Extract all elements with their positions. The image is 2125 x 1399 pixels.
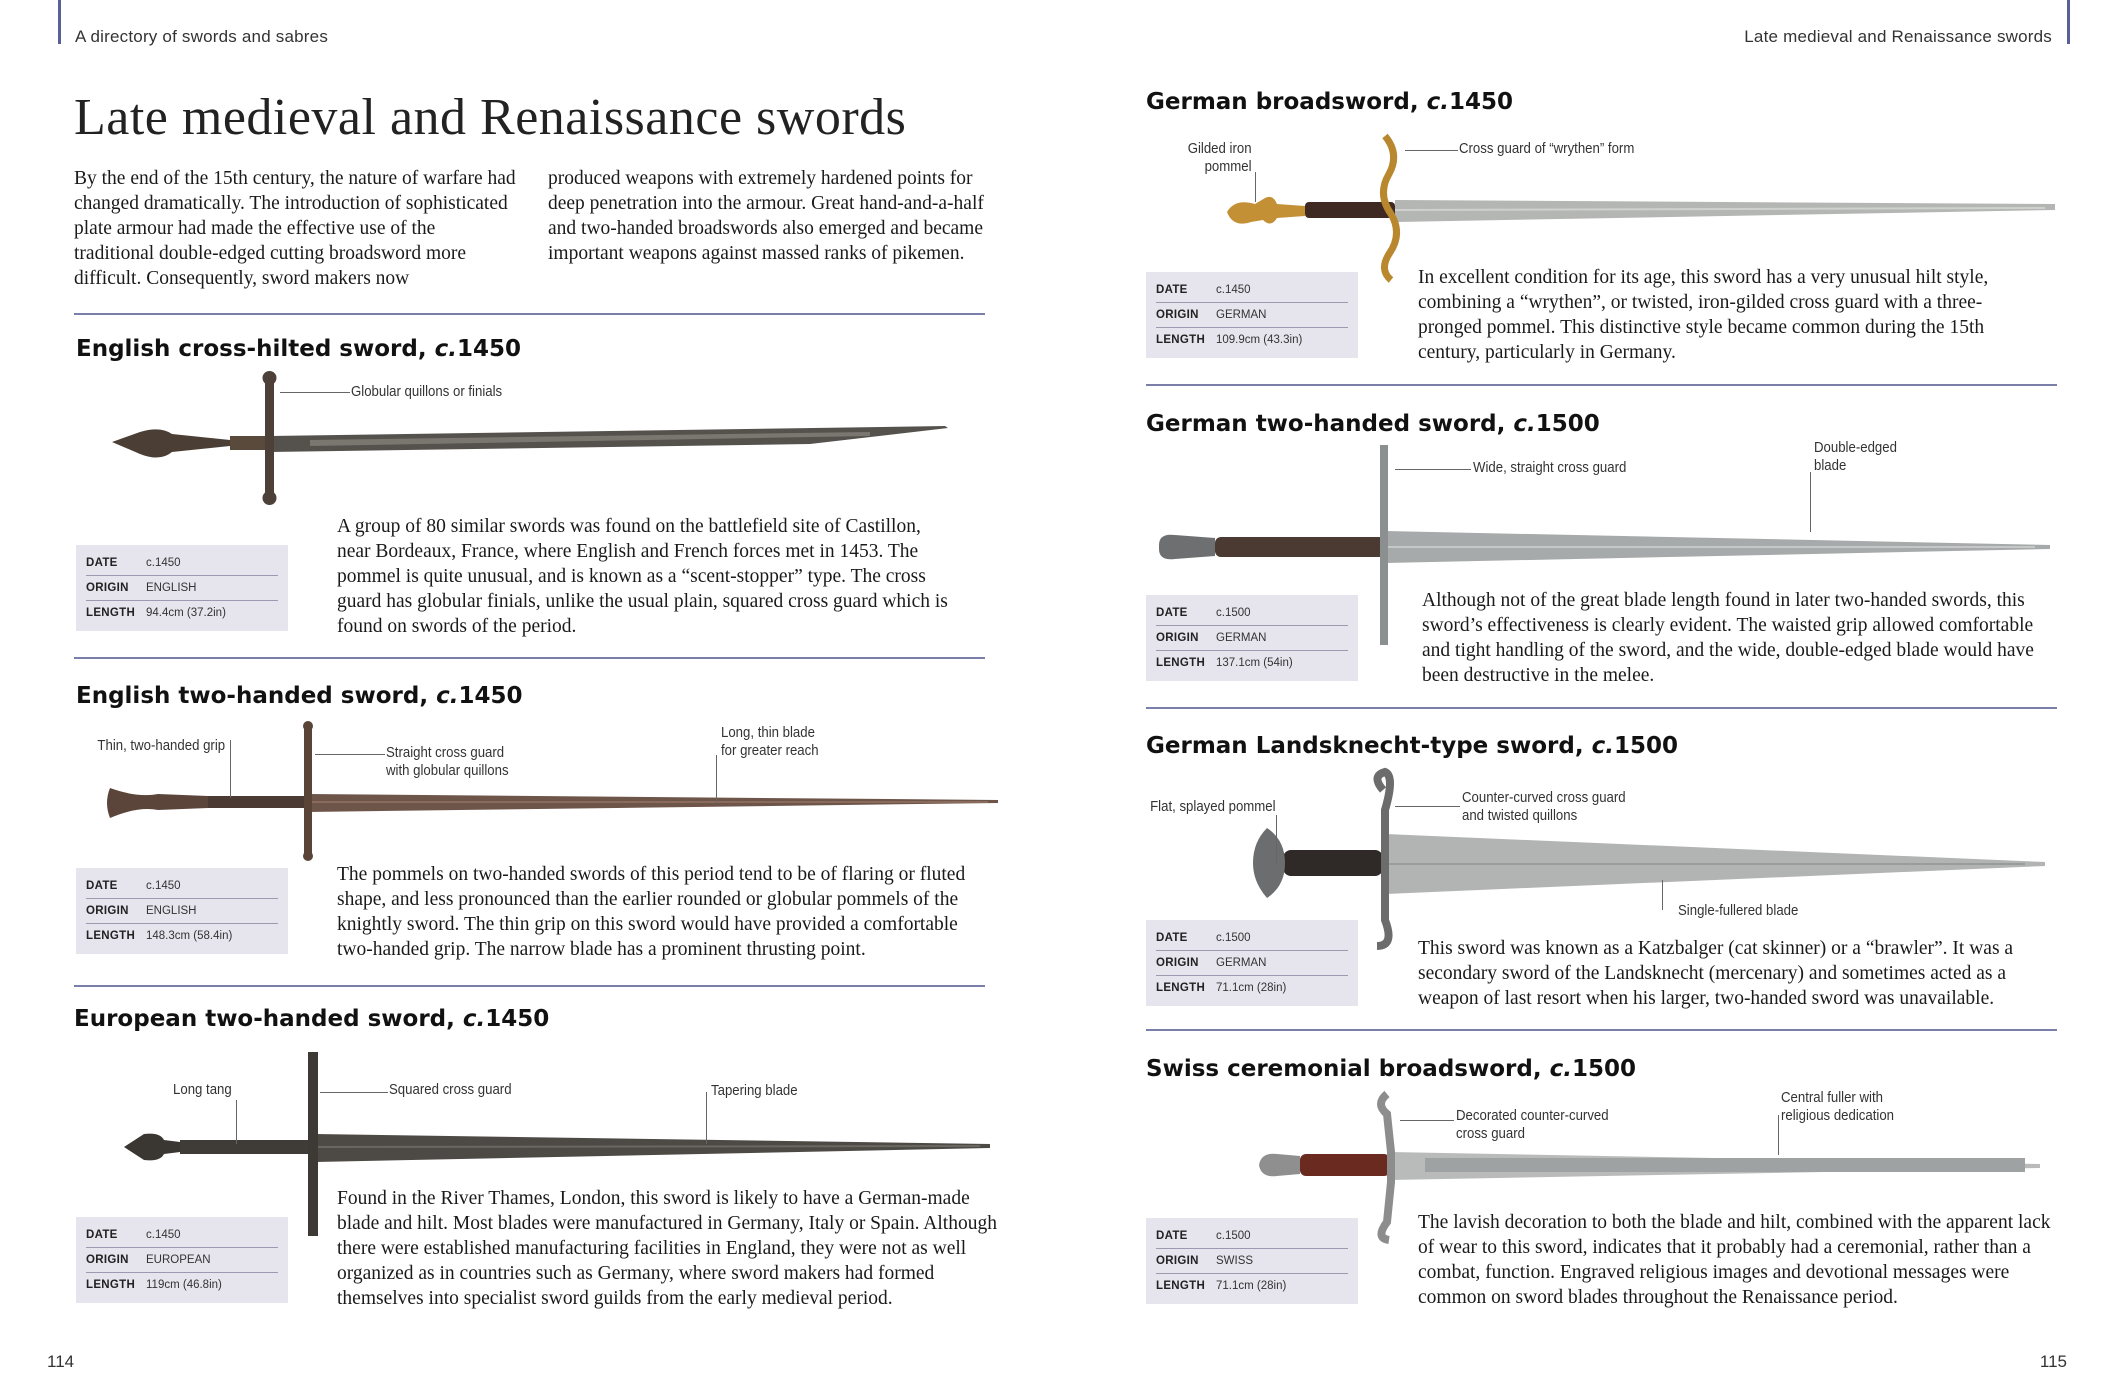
section-rule (1146, 707, 2057, 709)
section-title-german-two-handed: German two-handed sword, c.1500 (1146, 411, 1600, 437)
callout-label: Gilded iron pommel (1188, 140, 1252, 175)
section-title-european-two-handed: European two-handed sword, c.1450 (74, 1006, 550, 1032)
section-rule (74, 313, 985, 315)
callout-label: Straight cross guard with globular quillons (386, 744, 509, 779)
callout-label: Thin, two-handed grip (97, 737, 225, 754)
description-text: Although not of the great blade length found in later two-handed swords, this sword’s effectiveness is clearly evident. The waisted grip allowed comfortable and tight handling of the sword, and the wide, double-edged blade would have been destructive in the melee. (1422, 590, 2034, 686)
data-box-english-two-handed: DATE c.1450 ORIGIN ENGLISH LENGTH 148.3cm (58.4in) (76, 868, 288, 954)
section-rule (1146, 1029, 2057, 1031)
callout-label: Globular quillons or finials (351, 383, 503, 400)
callout-label: Squared cross guard (389, 1081, 512, 1098)
section-title-english-two-handed: English two-handed sword, c.1450 (76, 683, 523, 709)
description-text: Found in the River Thames, London, this sword is likely to have a German-made blade and hilt. Most blades were manufactured in Germany, Italy or Spain. Although there were established manufacturing facilities in England, they were not as well organized as in countries such as Germany, where sword makers had formed themselves into specialist sword guilds from the early medieval period. (337, 1188, 997, 1309)
page-number-right: 115 (2039, 1352, 2067, 1371)
section-title-german-broadsword: German broadsword, c.1450 (1146, 89, 1513, 115)
callout-label: Wide, straight cross guard (1473, 459, 1627, 476)
description-text: In excellent condition for its age, this sword has a very unusual hilt style, combining a “wrythen”, or twisted, iron-gilded cross guard with a three-pronged pommel. This distinctive style became common during the 15th century, particularly in Germany. (1418, 267, 1989, 363)
callout-label: Flat, splayed pommel (1150, 798, 1276, 815)
page-number-left: 114 (47, 1352, 75, 1371)
section-rule (74, 985, 985, 987)
left-margin-bar (58, 0, 61, 44)
callout-label: Decorated counter-curved cross guard (1456, 1107, 1609, 1142)
data-box-english-cross-hilted: DATE c.1450 ORIGIN ENGLISH LENGTH 94.4cm (37.2in) (76, 545, 288, 631)
callout-label: Double-edged blade (1814, 439, 1897, 474)
callout-label: Counter-curved cross guard and twisted quillons (1462, 789, 1626, 824)
sword-image-german-landsknecht (1245, 770, 2055, 950)
callout-label: Long tang (173, 1081, 232, 1098)
sword-image-english-cross-hilted (110, 370, 960, 510)
section-title-english-cross-hilted: English cross-hilted sword, c.1450 (76, 336, 521, 362)
section-title-german-landsknecht: German Landsknecht-type sword, c.1500 (1146, 733, 1678, 759)
page-title: Late medieval and Renaissance swords (74, 89, 907, 146)
section-title-swiss-ceremonial: Swiss ceremonial broadsword, c.1500 (1146, 1056, 1636, 1082)
description-text: A group of 80 similar swords was found on the battlefield site of Castillon, near Bordeaux, France, where English and French forces met in 1453. The pommel is quite unusual, and is known as a “scent-stopper” type. The cross guard has globular finials, unlike the usual plain, squared cross guard which is found on swords of the period. (337, 516, 948, 637)
running-head-left: A directory of swords and sabres (75, 27, 329, 46)
section-rule (1146, 384, 2057, 386)
callout-label: Central fuller with religious dedication (1781, 1089, 1895, 1124)
sword-image-english-two-handed (108, 722, 1008, 862)
right-margin-bar (2067, 0, 2070, 44)
callout-label: Single-fullered blade (1678, 902, 1799, 919)
intro-col-2: produced weapons with extremely hardened points for deep penetration into the armour. Great hand-and-a-half and two-handed broadswords also emerged and became important weapons against massed ranks of pikemen. (548, 168, 984, 264)
description-text: The lavish decoration to both the blade and hilt, combined with the apparent lack of wear to this sword, indicates that it probably had a ceremonial, rather than a combat, function. Engraved religious images and devotional messages were common on sword blades throughout the Renaissance period. (1418, 1212, 2051, 1308)
data-box-german-two-handed: DATE c.1500 ORIGIN GERMAN LENGTH 137.1cm (54in) (1146, 595, 1358, 681)
intro-col-1: By the end of the 15th century, the nature of warfare had changed dramatically. The introduction of sophisticated plate armour had made the effective use of the traditional double-edged cutting broadsword more difficult. Consequently, sword makers now (74, 168, 516, 289)
description-text: The pommels on two-handed swords of this period tend to be of flaring or fluted shape, and less pronounced than the earlier rounded or globular pommels of the knightly sword. The thin grip on this sword would have provided a comfortable two-handed grip. The narrow blade has a prominent thrusting point. (337, 864, 966, 960)
callout-label: Long, thin blade for greater reach (721, 724, 819, 759)
sword-image-german-broadsword (1225, 134, 2060, 284)
section-rule (74, 657, 985, 659)
callout-label: Tapering blade (711, 1082, 798, 1099)
data-box-swiss-ceremonial: DATE c.1500 ORIGIN SWISS LENGTH 71.1cm (28in) (1146, 1218, 1358, 1304)
description-text: This sword was known as a Katzbalger (cat skinner) or a “brawler”. It was a secondary sword of the Landsknecht (mercenary) and sometimes acted as a weapon of last resort when his larger, two-handed sword was unavailable. (1418, 938, 2014, 1009)
data-box-german-landsknecht: DATE c.1500 ORIGIN GERMAN LENGTH 71.1cm (28in) (1146, 920, 1358, 1006)
callout-label: Cross guard of “wrythen” form (1459, 140, 1635, 157)
running-head-right: Late medieval and Renaissance swords (1744, 27, 2052, 46)
data-box-german-broadsword: DATE c.1450 ORIGIN GERMAN LENGTH 109.9cm (43.3in) (1146, 272, 1358, 358)
data-box-european-two-handed: DATE c.1450 ORIGIN EUROPEAN LENGTH 119cm (46.8in) (76, 1217, 288, 1303)
